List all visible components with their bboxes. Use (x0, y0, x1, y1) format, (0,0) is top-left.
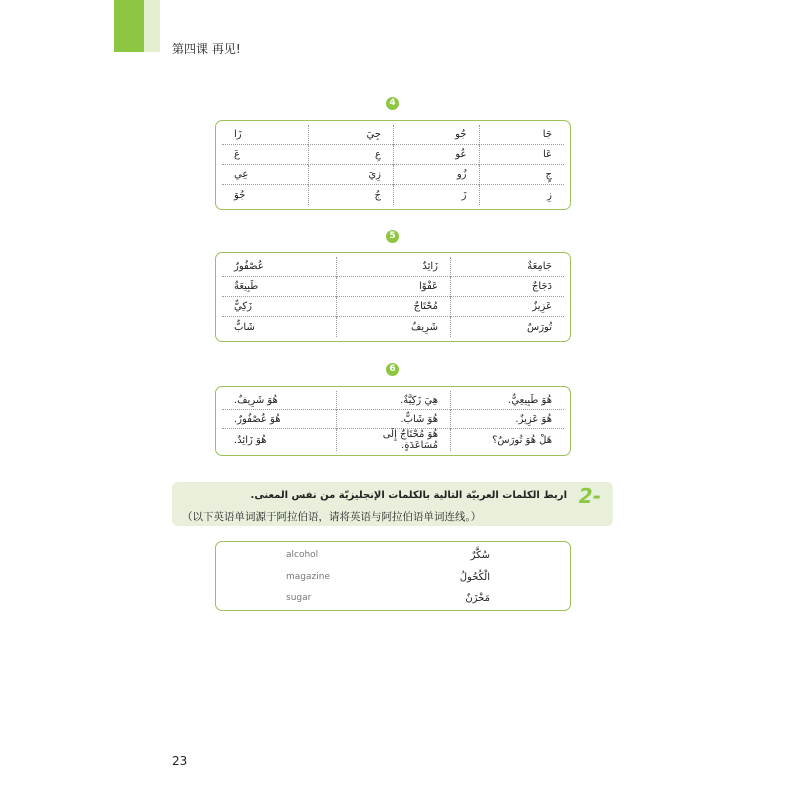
table-cell: شَرِيفٌ (336, 317, 450, 337)
table-cell: جُ (308, 185, 394, 205)
table-cell: هُوَ شَابٌّ. (336, 410, 450, 429)
word-table (215, 252, 571, 342)
table-cell: زِ (479, 185, 565, 205)
table-cell: عِي (222, 165, 308, 185)
chapter-tab-dark (114, 0, 144, 52)
table-cell: جِيَ (308, 125, 394, 145)
table-cell: جَا (479, 125, 565, 145)
chapter-tab-light (144, 0, 160, 52)
table-cell: هُوَ عُصْفُورٌ. (222, 410, 336, 429)
instruction-arabic: اربط الكلمات العربيّة التالية بالكلمات الإنجليزيّة من نفس المعنى. (250, 490, 567, 501)
exercise-instruction-panel (172, 482, 613, 526)
table-cell: زَائِدٌ (336, 257, 450, 277)
sentence-table (215, 386, 571, 456)
table-cell: عَزِيزٌ (450, 297, 564, 317)
arabic-word: الْكُحُولُ (459, 572, 490, 583)
table-cell: طَبِيعَةٌ (222, 277, 336, 297)
english-word: sugar (286, 593, 312, 603)
table-cell: هَلْ هُوَ تُورَسٌ؟ (450, 429, 564, 451)
english-word: magazine (286, 572, 330, 582)
table-cell: عَ (222, 145, 308, 165)
table-cell: زَ (393, 185, 479, 205)
syllable-table (215, 120, 571, 210)
table-cell: عُو (393, 145, 479, 165)
table-cell: زِيَ (308, 165, 394, 185)
table-cell: هُوَ شَرِيفٌ. (222, 391, 336, 410)
table-cell: هِيَ زَكِيَّةٌ. (336, 391, 450, 410)
table-cell: جٍ (479, 165, 565, 185)
arabic-word: مَخْزَنٌ (465, 593, 490, 604)
matching-box (215, 541, 571, 611)
table-cell: زَا (222, 125, 308, 145)
section-number-badge: 4 (386, 97, 399, 110)
table-cell: عَا (479, 145, 565, 165)
table-cell: هُوَ زَائِدٌ. (234, 434, 267, 446)
lesson-title: 第四课 再见! (172, 42, 241, 56)
table-cell: جُو (393, 125, 479, 145)
table-cell: شَابٌّ (234, 321, 255, 333)
match-row (216, 593, 570, 611)
exercise-number: 2- (578, 484, 601, 508)
table-cell: هُوَ مُحْتَاجٌ إِلَى مُسَاعَدَةٍ. (336, 429, 450, 451)
table-cell: جُوَ (234, 189, 246, 201)
table-cell: تُورَسٌ (450, 317, 564, 337)
match-row (216, 550, 570, 568)
page-number: 23 (172, 754, 188, 768)
table-cell: هُوَ طَبِيعِيٌّ. (450, 391, 564, 410)
table-cell: جَامِعَةٌ (450, 257, 564, 277)
table-cell: عَفْوًا (336, 277, 450, 297)
english-word: alcohol (286, 550, 319, 560)
section-number-badge: 5 (386, 230, 399, 243)
instruction-chinese: （以下英语单词源于阿拉伯语，请将英语与阿拉伯语单词连线。） (182, 511, 482, 523)
table-cell: عُصْفُورٌ (222, 257, 336, 277)
table-cell: زَكِيٌّ (222, 297, 336, 317)
table-cell: دَجَاجٌ (450, 277, 564, 297)
table-cell: عِ (308, 145, 394, 165)
table-cell: زُو (393, 165, 479, 185)
match-row (216, 572, 570, 590)
section-number-badge: 6 (386, 363, 399, 376)
table-cell: مُحْتَاجٌ (336, 297, 450, 317)
arabic-word: سُكَّرٌ (470, 550, 490, 561)
table-cell: هُوَ عَزِيزٌ. (450, 410, 564, 429)
